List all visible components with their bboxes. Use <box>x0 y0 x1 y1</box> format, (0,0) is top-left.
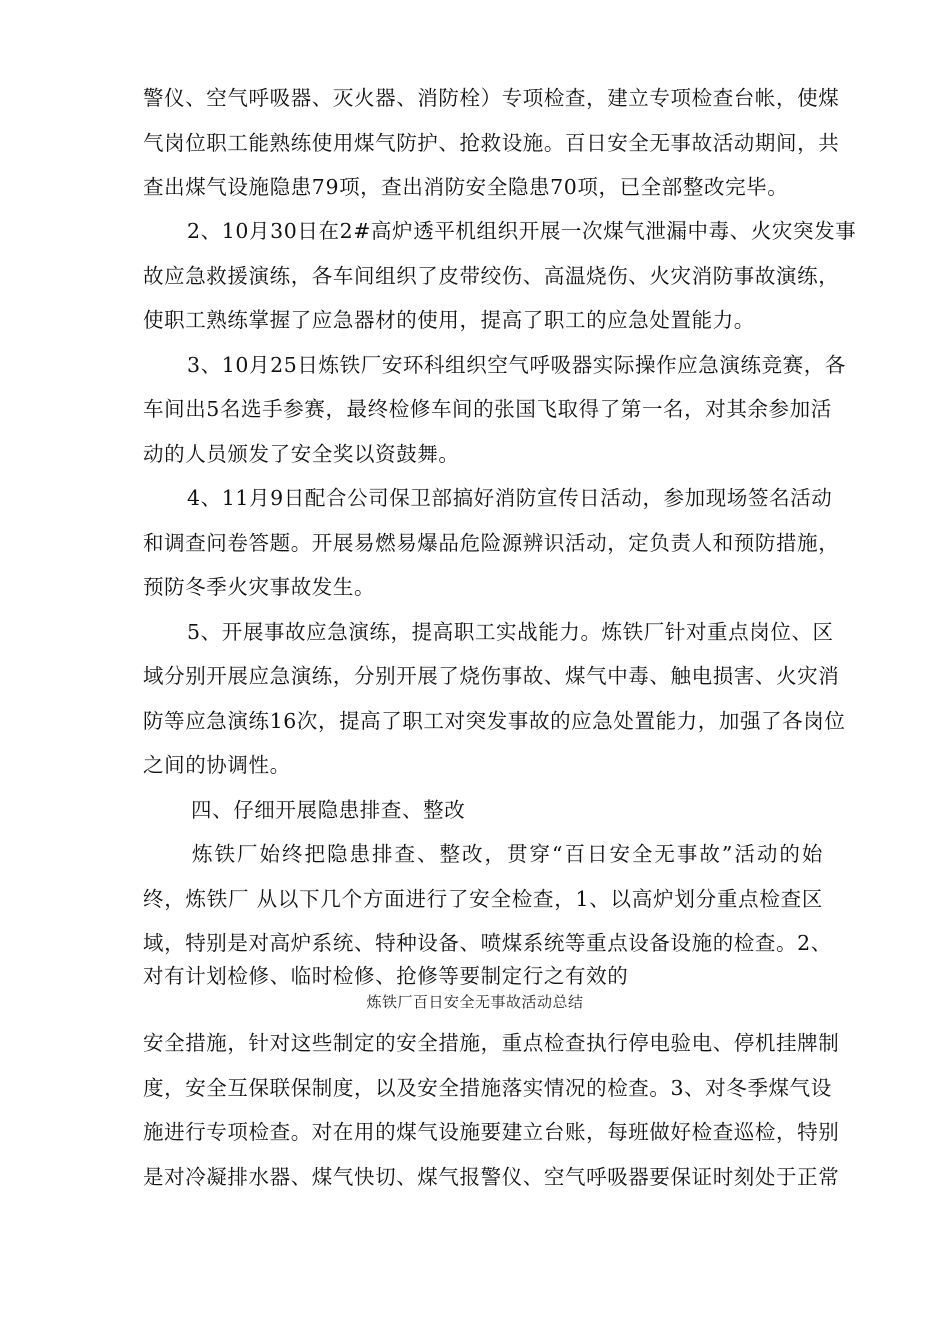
page-footer: 炼铁厂百日安全无事故活动总结 <box>366 993 584 1011</box>
text-line: 4、11月9日配合公司保卫部搞好消防宣传日活动，参加现场签名活动 <box>187 486 833 510</box>
text-line: 动的人员颁发了安全奖以资鼓舞。 <box>143 442 460 466</box>
text-line: 车间出5名选手参赛，最终检修车间的张国飞取得了第一名，对其余参加活 <box>143 397 832 421</box>
section-heading: 四、仔细开展隐患排查、整改 <box>191 798 466 822</box>
text-line: 域分别开展应急演练，分别开展了烧伤事故、煤气中毒、触电损害、火灾消 <box>143 664 840 688</box>
text-line: 5、开展事故应急演练，提高职工实战能力。炼铁厂针对重点岗位、区 <box>187 620 834 644</box>
text-line: 使职工熟练掌握了应急器材的使用，提高了职工的应急处置能力。 <box>143 308 755 332</box>
text-line: 度，安全互保联保制度，以及安全措施落实情况的检查。3、对冬季煤气设 <box>143 1076 832 1100</box>
text-line: 域，特别是对高炉系统、特种设备、喷煤系统等重点设备设施的检查。2、 <box>143 931 832 955</box>
text-line: 预防冬季火灾事故发生。 <box>143 575 376 599</box>
text-line: 对有计划检修、临时检修、抢修等要制定行之有效的 <box>143 964 629 988</box>
text-line: 警仪、空气呼吸器、灭火器、消防栓）专项检查，建立专项检查台帐，使煤 <box>143 86 840 110</box>
text-line: 是对冷凝排水器、煤气快切、煤气报警仪、空气呼吸器要保证时刻处于正常 <box>143 1165 840 1189</box>
text-line: 安全措施，针对这些制定的安全措施，重点检查执行停电验电、停机挂牌制 <box>143 1031 840 1055</box>
text-line: 气岗位职工能熟练使用煤气防护、抢救设施。百日安全无事故活动期间，共 <box>143 131 840 155</box>
text-line: 3、10月25日炼铁厂安环科组织空气呼吸器实际操作应急演练竞赛，各 <box>187 353 847 377</box>
text-line: 防等应急演练16次，提高了职工对突发事故的应急处置能力，加强了各岗位 <box>143 709 846 733</box>
text-line: 2、10月30日在2#高炉透平机组织开展一次煤气泄漏中毒、火灾突发事 <box>187 219 857 243</box>
text-line: 和调查问卷答题。开展易燃易爆品危险源辨识活动，定负责人和预防措施， <box>143 531 840 555</box>
text-line: 终，炼铁厂 从以下几个方面进行了安全检查，1、以高炉划分重点检查区 <box>143 887 823 911</box>
text-line: 故应急救援演练，各车间组织了皮带绞伤、高温烧伤、火灾消防事故演练， <box>143 264 840 288</box>
text-line: 施进行专项检查。对在用的煤气设施要建立台账，每班做好检查巡检，特别 <box>143 1120 840 1144</box>
text-line: 炼铁厂始终把隐患排查、整改，贯穿“百日安全无事故”活动的始 <box>192 842 823 866</box>
text-line: 之间的协调性。 <box>143 753 291 777</box>
text-line: 查出煤气设施隐患79项，查出消防安全隐患70项，已全部整改完毕。 <box>143 175 789 199</box>
